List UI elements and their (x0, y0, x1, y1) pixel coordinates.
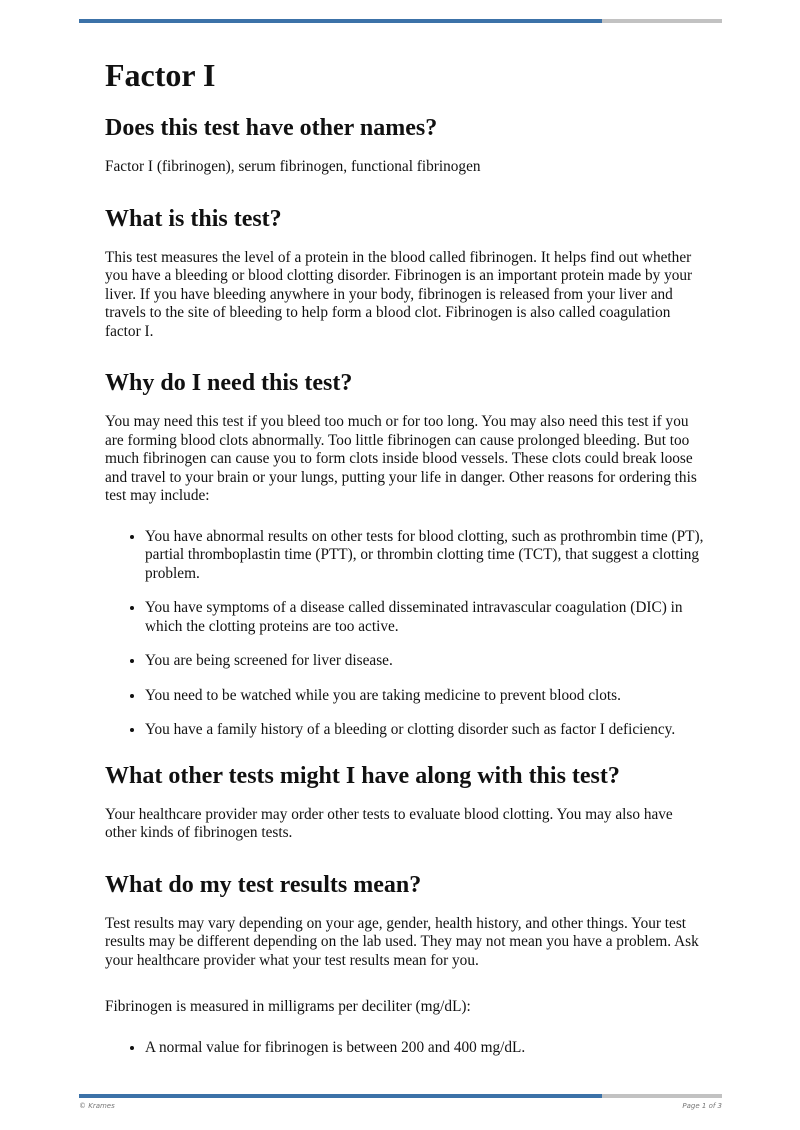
section-heading-why-need: Why do I need this test? (105, 370, 353, 396)
results-list (105, 1039, 705, 1058)
list-item: • You have symptoms of a disease called disseminated intravascular coagulation (DIC) in which the clotting proteins are too active. (145, 599, 705, 636)
section-heading-what-is: What is this test? (105, 205, 282, 232)
page-title: Factor I (105, 57, 216, 93)
section-heading-other-names: Does this test have other names? (105, 115, 438, 141)
section-paragraph: Fibrinogen is measured in milligrams per deciliter (mg/dL): (105, 998, 471, 1015)
section-paragraph: Factor I (fibrinogen), serum fibrinogen, functional fibrinogen (105, 158, 481, 175)
footer-copyright: © Krames (79, 1102, 115, 1110)
footer-page-number: Page 1 of 3 (682, 1102, 722, 1110)
list-item: • You have abnormal results on other tests for blood clotting, such as prothrombin time (PT), partial thromboplastin time (PTT), or thrombin clotting time (TCT), that suggest a clotting problem. (145, 528, 705, 584)
top-accent-bar (79, 19, 722, 23)
section-heading-results: What do my test results mean? (105, 871, 422, 898)
top-accent-bar-gray (602, 19, 722, 23)
section-paragraph: This test measures the level of a protein in the blood called fibrinogen. It helps find out whether you have a bleeding or blood clotting disorder. Fibrinogen is an important protein made by your liver. If you have bleeding anywhere in your body, fibrinogen is released from your liver and travels to the site of bleeding to help form a blood clot. Fibrinogen is also called coagulation factor I. (105, 248, 693, 340)
document-body (105, 52, 705, 1079)
footer-accent-bar-blue (79, 1094, 602, 1098)
list-item: • You are being screened for liver disease. (145, 652, 705, 671)
footer-accent-bar-gray (602, 1094, 722, 1098)
list-item: • A normal value for fibrinogen is between 200 and 400 mg/dL. (145, 1039, 705, 1058)
section-paragraph: Test results may vary depending on your age, gender, health history, and other things. Your test results may be different depending on the lab used. They may not mean you have a problem. Ask your healthcare provider what your test results mean for you. (105, 914, 699, 969)
reasons-list (105, 528, 705, 740)
list-item: • You have a family history of a bleeding or clotting disorder such as factor I deficiency. (145, 721, 705, 740)
list-item: • You need to be watched while you are taking medicine to prevent blood clots. (145, 687, 705, 706)
section-paragraph: You may need this test if you bleed too much or for too long. You may also need this test if you are forming blood clots abnormally. Too little fibrinogen can cause prolonged bleeding. But too much fibrinogen can cause you to form clots inside blood vessels. These clots could break loose and travel to your brain or your lungs, putting your life in danger. Other reasons for ordering this test may include: (105, 413, 697, 504)
page-footer (79, 1102, 722, 1110)
section-heading-other-tests: What other tests might I have along with this test? (105, 762, 620, 789)
section-paragraph: Your healthcare provider may order other tests to evaluate blood clotting. You may also have other kinds of fibrinogen tests. (105, 805, 673, 841)
top-accent-bar-blue (79, 19, 602, 23)
footer-accent-bar (79, 1094, 722, 1098)
